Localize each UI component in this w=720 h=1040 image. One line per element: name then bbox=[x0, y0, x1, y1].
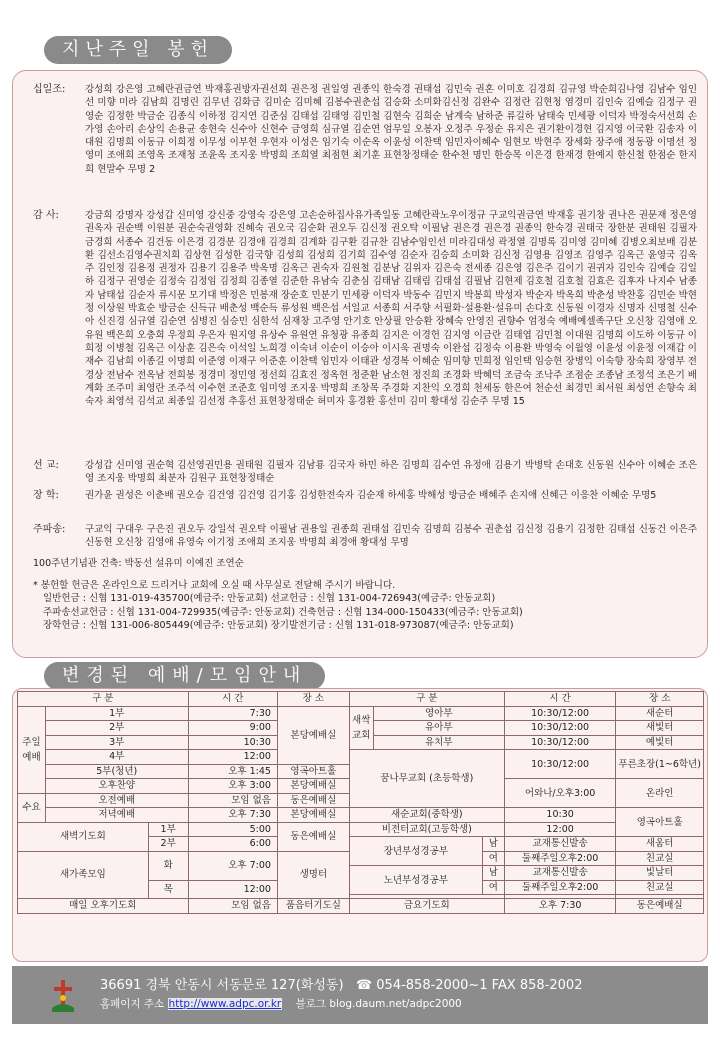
offering-label: 100주년기념관 건축: bbox=[33, 558, 122, 569]
offering-row bbox=[33, 557, 701, 570]
cell: 새싹교회 bbox=[349, 706, 373, 750]
cell: 5:00 bbox=[188, 822, 277, 837]
cell: 새빛터 bbox=[616, 721, 704, 736]
cell: 목 bbox=[148, 880, 188, 899]
section-title-schedule: 변경된 예배/모임안내 bbox=[44, 662, 325, 690]
cell: 새가족모임 bbox=[18, 851, 149, 899]
blog-address: 블로그 blog.daum.net/adpc2000 bbox=[295, 998, 462, 1010]
cell: 친교실 bbox=[616, 851, 704, 866]
header-gubun: 구 분 bbox=[18, 692, 189, 707]
cell: 여 bbox=[482, 880, 504, 895]
note-line: 주파송선교헌금 : 신협 131-004-729935(예금주: 안동교회) 건축헌금 : 신협 134-000-150433(예금주: 안동교회) bbox=[43, 606, 523, 618]
cell: 본당예배실 bbox=[277, 808, 349, 823]
header-gubun: 구 분 bbox=[349, 692, 504, 707]
offering-names: 강성갑 신미영 권순혁 김선영권민용 권태원 김필자 김남룡 김국자 하민 하은 김명희 김수연 유정애 김용기 박병탁 손대호 신동원 신수아 이혜순 조은영 조지웅 박명희 최분자 김원구 표현창정태순 bbox=[85, 460, 697, 485]
cell: 화 bbox=[148, 851, 188, 880]
church-logo-icon bbox=[50, 978, 76, 1014]
offering-names: 구교익 구대우 구은진 권오두 강일석 권오탁 이필남 권용일 권종희 권태섭 김민숙 김명희 김봉수 권춘섭 김신정 김용기 김정한 김태섭 신동건 이은주 신동현 오신창 김영애 유영숙 이기정 조애희 조지웅 박명희 최경애 황대성 무명 bbox=[85, 524, 697, 549]
offering-label: 주파송: bbox=[33, 524, 66, 535]
cell: 교재통신발송 bbox=[504, 837, 616, 852]
offering-names: 권가윤 권성은 이춘배 권오승 김건영 김건영 김기홍 김성한전숙자 김순재 하세홍 박해성 방금순 배혜주 손지애 신혜근 이응찬 이혜순 무명5 bbox=[85, 490, 657, 501]
table-row bbox=[18, 692, 704, 707]
cell: 1부 bbox=[45, 706, 188, 721]
cell: 오전예배 bbox=[45, 793, 188, 808]
homepage-link[interactable]: http://www.adpc.or.kr bbox=[168, 998, 282, 1010]
cell: 새벽기도회 bbox=[18, 822, 149, 851]
cell: 남 bbox=[482, 866, 504, 881]
table-row bbox=[18, 750, 704, 765]
cell: 비전터교회(고등학생) bbox=[349, 822, 504, 837]
header-place: 장 소 bbox=[277, 692, 349, 707]
cell: 9:00 bbox=[188, 721, 277, 736]
note-line: 일반헌금 : 신협 131-019-435700(예금주: 안동교회) 선교헌금 : 신협 131-004-726943(예금주: 안동교회) bbox=[43, 593, 496, 605]
schedule-table bbox=[17, 691, 704, 914]
cell: 5부(청년) bbox=[45, 764, 188, 779]
header-place: 장 소 bbox=[616, 692, 704, 707]
cell: 동은예배실 bbox=[277, 822, 349, 851]
section-title-offerings: 지난주일 봉헌 bbox=[44, 36, 232, 64]
cell: 유치부 bbox=[373, 735, 504, 750]
cell: 생명터 bbox=[277, 851, 349, 899]
cell: 10:30 bbox=[504, 808, 616, 823]
cell: 10:30/12:00 bbox=[504, 721, 616, 736]
cell: 새순교회(중학생) bbox=[349, 808, 504, 823]
cell: 둘째주일오후2:00 bbox=[504, 880, 616, 895]
cell: 유아부 bbox=[373, 721, 504, 736]
cell: 6:00 bbox=[188, 837, 277, 852]
offering-names: 강금희 강명자 강성갑 신미영 강신중 강영숙 강은영 고손순하집사유가족일동 고혜란곽노우이정규 구교익권금연 박재홍 권기창 권나은 권문재 정은영 권옥자 권순백 이원분 권순숙권영화 진혜숙 권오국 김순화 권오두 김신정 권오탁 이필남 권은경 권은경 권종익 한숙경 권태국 장한분 권태원 김필자 금경희 서종수 김건동 이은경 김경분 김경애 김경희 김계화 김구환 김규찬 김남수임인선 미라김대성 곽정열 김명록 김미영 김미혜 김병오최보배 김분환 김선소김영수권치희 김상현 김성한 김국향 김성희 김성희 김기희 김수영 김순자 김승희 소미화 김신정 김영용 김영조 김영주 김옥근 윤영국 김옥주 김인정 김용정 권정자 김용기 김용주 박옥명 김옥근 권숙자 김원철 김분남 김위자 김은숙 전세종 김은영 김은주 김이기 권귀자 김인숙 김예슬 김일하 김정구 권영순 김정숙 김정임 김정희 김종열 김준한 유남숙 김춘심 김태남 김태림 김태섭 김필남 김현제 김호철 김호철 김효은 김후자 나지수 남종자 남태섭 김순자 류시문 모기대 박정은 민봉재 장순호 민분기 민세광 이덕자 박동수 김민지 박봉희 박성자 박순자 박옥희 박춘성 박찬홍 김민순 박현정 이상원 박효순 방금순 신득규 배춘성 백순득 류성원 백은섭 서일교 서종희 서주향 서필화·설용환·설유미 손다호 신동원 이경자 신명자 신명철 신수아 신진경 심규열 김순연 심병진 심승민 심한석 심재창 고주영 안기호 안상필 안승환 장혜숙 안영진 권향수 엄정숙 예배예셀족구단 오신창 김영애 오유원 백은희 오충희 우정희 우은자 원지영 유상수 유원연 유청광 유종희 김지은 이경헌 김지영 이금란 김태엽 김민철 이대원 김명희 이도하 이동규 이희정 이병철 김옥근 이상훈 김은숙 이석일 노희경 이숙녀 이순이 이승아 이시욱 권명숙 이완섭 김정숙 이용환 박영숙 이월영 이윤성 이윤정 이재갑 이재수 김남희 이종길 이명희 이준영 이재구 이준훈 이찬택 임민자 이태관 성경복 이혜순 임미향 민희정 임인택 임승현 장병익 이숙향 장숙희 장영부 전경상 전남수 전옥남 전희봉 정경미 정민영 정선희 김효진 정옥현 정준환 남소현 정진희 조경화 박혜덕 조금숙 조낙주 조점순 조종남 조정석 조은기 배계화 조주미 최영란 조주석 이수현 조준호 임미영 조지웅 박명희 조창목 주경화 지찬익 오경희 천세동 한은여 천순선 최경민 최서원 최성연 손향숙 최숙자 최영석 김석교 최종일 김선정 추홍선 표현창정태순 허미자 홍경환 홍선미 김미 황대성 김순주 무명 15 bbox=[85, 210, 697, 408]
cell: 오후찬양 bbox=[45, 779, 188, 794]
cell: 12:00 bbox=[504, 822, 616, 837]
cell: 품음터기도실 bbox=[277, 899, 349, 914]
cell: 10:30 bbox=[188, 735, 277, 750]
cell: 10:30/12:00 bbox=[504, 750, 616, 779]
cell: 7:30 bbox=[188, 706, 277, 721]
offering-label: 감 사: bbox=[33, 210, 59, 221]
cell: 저녁예배 bbox=[45, 808, 188, 823]
cell: 10:30/12:00 bbox=[504, 735, 616, 750]
cell: 본당예배실 bbox=[277, 706, 349, 764]
cell: 장년부성경공부 bbox=[349, 837, 482, 866]
table-row bbox=[18, 822, 704, 837]
cell: 금요기도회 bbox=[349, 899, 504, 914]
offerings-box bbox=[12, 70, 708, 658]
cell: 동은예배실 bbox=[616, 899, 704, 914]
cell: 오후 7:00 bbox=[188, 851, 277, 880]
cell: 노년부성경공부 bbox=[349, 866, 482, 895]
cell: 수요 bbox=[18, 793, 46, 822]
homepage-label: 홈페이지 주소 bbox=[100, 998, 165, 1010]
cell: 어와나/오후3:00 bbox=[504, 779, 616, 808]
phone-fax: ☎ 054-858-2000~1 FAX 858-2002 bbox=[355, 978, 583, 993]
cell: 모임 없음 bbox=[188, 899, 277, 914]
cell: 영아부 bbox=[373, 706, 504, 721]
footer-web-line bbox=[100, 996, 462, 1011]
note-line: 장학헌금 : 신협 131-006-805449(예금주: 안동교회) 장기발전기금 : 신협 131-018-973087(예금주: 안동교회) bbox=[43, 619, 514, 631]
cell: 영곡아트홀 bbox=[616, 808, 704, 837]
cell: 1부 bbox=[148, 822, 188, 837]
cell: 4부 bbox=[45, 750, 188, 765]
offering-names: 박동선 설유미 이예진 조연순 bbox=[124, 558, 244, 569]
cell: 3부 bbox=[45, 735, 188, 750]
cell: 오후 7:30 bbox=[504, 899, 616, 914]
cell: 동은예배실 bbox=[277, 793, 349, 808]
cell: 오후 7:30 bbox=[188, 808, 277, 823]
cell: 오후 1:45 bbox=[188, 764, 277, 779]
cell: 영곡아트홀 bbox=[277, 764, 349, 779]
header-time: 시 간 bbox=[504, 692, 616, 707]
cell: 2부 bbox=[45, 721, 188, 736]
cell: 모임 없음 bbox=[188, 793, 277, 808]
cell: 빛날터 bbox=[616, 866, 704, 881]
footer-address-line bbox=[100, 974, 582, 993]
cell: 매일 오후기도회 bbox=[18, 899, 189, 914]
cell: 친교실 bbox=[616, 880, 704, 895]
cell: 남 bbox=[482, 837, 504, 852]
table-row bbox=[18, 706, 704, 721]
table-row bbox=[18, 808, 704, 823]
cell: 새움터 bbox=[616, 837, 704, 852]
table-row bbox=[18, 899, 704, 914]
cell: 10:30/12:00 bbox=[504, 706, 616, 721]
footer bbox=[12, 966, 708, 1024]
cell: 12:00 bbox=[188, 880, 277, 899]
sunday-label: 주일예배 bbox=[18, 706, 46, 793]
cell: 푸른초장(1~6학년) bbox=[616, 750, 704, 779]
offering-notes bbox=[33, 579, 701, 632]
offering-label: 십일조: bbox=[33, 84, 66, 95]
cell: 교재통신발송 bbox=[504, 866, 616, 881]
header-time: 시 간 bbox=[188, 692, 277, 707]
cell: 12:00 bbox=[188, 750, 277, 765]
cell: 새순터 bbox=[616, 706, 704, 721]
cell: 본당예배실 bbox=[277, 779, 349, 794]
cell: 2부 bbox=[148, 837, 188, 852]
cell: 꿈나무교회 (초등학생) bbox=[349, 750, 504, 808]
note-line: * 봉헌할 헌금은 온라인으로 드리거나 교회에 오실 때 사무실로 전달해 주시기 바랍니다. bbox=[33, 580, 396, 591]
offering-names: 강성희 강은영 고혜란권금연 박재홍권방자권선희 권은정 권일영 권종익 한숙경 권태섭 김민숙 권혼 이미호 김경희 김규영 박순희김나영 김남수 임인선 미향 미라 김남희 김명린 김무년 김화금 김미순 김미혜 김봉수권춘섭 김승화 소미화김신정 김완수 김정란 김현청 염경미 김인숙 김예슬 김정구 권영순 김정한 박금순 김종식 이하정 김지연 김준심 김태섭 김태영 김민철 김현숙 김희순 남계숙 남하준 류길하 남태숙 민세광 이덕자 박정숙서선희 손가영 손아리 손상익 손용균 송현숙 신수아 신현수 금영희 심규열 김순연 엄무일 오봉자 오정주 우정순 유지은 권기환이경현 김지영 이국환 김송자 이대원 김명희 이동규 이희정 이무성 이부현 우현자 이성은 임기숙 이순옥 이윤성 이찬택 임민자이혜수 임현모 박현주 장세화 장주애 정동광 이명선 정영미 조애희 조영옥 조재청 조윤옥 조지웅 박명희 조희열 최점현 최기훈 표현창정태순 한수천 명민 한승목 이은경 한재경 한예지 한신철 한점순 한지희 현말수 무명 2 bbox=[85, 84, 697, 175]
schedule-box bbox=[12, 688, 708, 962]
cell: 여 bbox=[482, 851, 504, 866]
offering-label: 선 교: bbox=[33, 460, 59, 471]
cell: 예빛터 bbox=[616, 735, 704, 750]
cell: 온라인 bbox=[616, 779, 704, 808]
offering-label: 장 학: bbox=[33, 490, 59, 501]
cell: 오후 3:00 bbox=[188, 779, 277, 794]
cell: 둘째주일오후2:00 bbox=[504, 851, 616, 866]
address: 36691 경북 안동시 서동문로 127(화성동) bbox=[100, 978, 344, 993]
